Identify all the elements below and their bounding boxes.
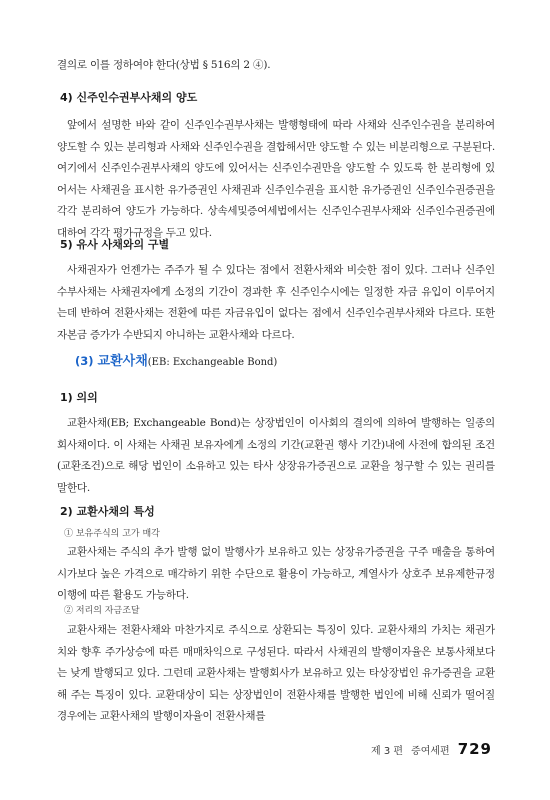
para-high-price-sale: 교환사채는 주식의 추가 발행 없이 발행사가 보유하고 있는 상장유가증권을 구주 매출을 통하여 시가보다 높은 가격으로 매각하기 위한 수단으로 활용이 가능하고, 계열사가 상호주 보유제한규정 이행에 따른 활용도 가능하다. [57,546,495,601]
section-number: (3) [75,354,98,368]
section-title-ko: 교환사채 [97,354,148,369]
para-similar-bonds: 사채권자가 언젠가는 주주가 될 수 있다는 점에서 전환사채와 비슷한 점이 있다. 그러나 신주인수부사채는 사채권자에게 소정의 기간이 경과한 후 신주인수시에는 일정한 자금 유입이 이루어지는데 반하여 전환사채는 전환에 따른 자금유입이 없다는 점에서 신주인수권부사채와 다르다. 또한 자본금 증가가 수반되지 아니하는 교환사채와 다르다. [57,264,495,341]
para-low-rate-funding: 교환사채는 전환사채와 마찬가지로 주식으로 상환되는 특징이 있다. 교환사채의 가치는 채권가치와 향후 주가상승에 따른 매매차익으로 구성된다. 따라서 사채권의 발행이자율은 보통사채보다는 낮게 발행되고 있다. 그런데 교환사채는 발행회사가 보유하고 있는 타상장법인 유가증권을 교환해 주는 특징이 있다. 교환대상이 되는 상장법인이 전환사채를 발행한 법인에 비해 신뢰가 떨어질 경우에는 교환사채의 발행이자율이 전환사채를 [57,624,495,722]
section-title-en: (EB: Exchangeable Bond) [147,357,278,368]
section-3-title [75,352,277,372]
footer-title: 증여세편 [411,746,450,757]
subheading-high-price-sale: ① 보유주식의 고가 매각 [64,529,160,539]
page-number: 729 [457,740,492,758]
page-footer [371,740,492,758]
heading-1-definition: 1) 의의 [60,391,98,404]
heading-2-characteristics: 2) 교환사채의 특성 [60,505,155,518]
heading-4-bw-transfer: 4) 신주인수권부사채의 양도 [60,91,198,104]
para-bw-transfer: 앞에서 설명한 바와 같이 신주인수권부사채는 발행형태에 따라 사채와 신주인수권을 분리하여 양도할 수 있는 분리형과 사채와 신주인수권을 결합해서만 양도할 수 있는 비분리형으로 구분된다. 여기에서 신주인수권부사채의 양도에 있어서는 신주인수권만을 양도할 수 있도록 한 분리형에 있어서는 사채권을 표시한 유가증권인 사채권과 신주인수권을 표시한 유가증권인 신주인수권증권을 각각 분리하여 양도가 가능하다. 상속세및증여세법에서는 신주인수권부사채와 신주인수권증권에 대하여 각각 평가규정을 두고 있다. [57,119,495,239]
subheading-low-rate-funding: ② 저리의 자금조달 [64,606,140,616]
heading-5-similar-bonds: 5) 유사 사채와의 구별 [60,238,170,251]
para-definition: 교환사채(EB; Exchangeable Bond)는 상장법인이 이사회의 결의에 의하여 발행하는 일종의 회사채이다. 이 사채는 사채권 보유자에게 소정의 기간(교환권 행사 기간)내에 사전에 합의된 조건(교환조건)으로 해당 법인이 소유하고 있는 타사 상장유가증권으로 교환을 청구할 수 있는 권리를 말한다. [57,417,495,494]
intro-text: 결의로 이를 정하여야 한다(상법 § 516의 2 ④). [57,59,271,71]
footer-part: 제 3 편 [371,746,404,757]
